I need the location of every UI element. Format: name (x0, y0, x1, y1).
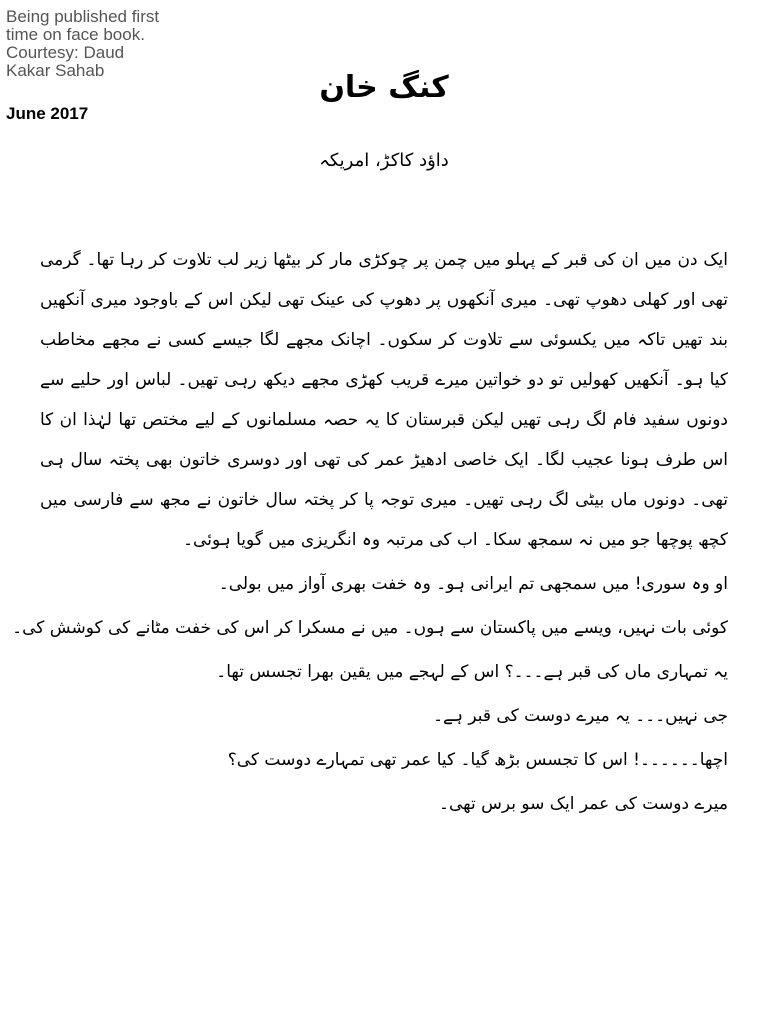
dialogue-line: اچھا۔۔۔۔۔۔! اس کا تجسس بڑھ گیا۔ کیا عمر تھی تمہارے دوست کی؟ (227, 750, 728, 770)
dialogue-line: جی نہیں۔۔۔ یہ میرے دوست کی قبر ہے۔ (433, 706, 728, 726)
publication-note-line: Kakar Sahab (6, 61, 105, 80)
dialogue-line: کوئی بات نہیں، ویسے میں پاکستان سے ہوں۔ میں نے مسکرا کر اس کی خفت مٹانے کی کوشش کی۔ (12, 618, 728, 638)
publication-note-line: time on face book. (6, 25, 145, 44)
publication-date: June 2017 (6, 104, 89, 123)
dialogue-line: یہ تمہاری ماں کی قبر ہے۔۔۔؟ اس کے لہجے میں یقین بھرا تجسس تھا۔ (216, 662, 728, 682)
publication-note-line: Being published first (6, 7, 160, 26)
story-author: داؤد کاکڑ، امریکہ (319, 150, 449, 171)
dialogue-line: میرے دوست کی عمر ایک سو برس تھی۔ (439, 794, 728, 814)
dialogue-line: او وہ سوری! میں سمجھی تم ایرانی ہو۔ وہ خفت بھری آواز میں بولی۔ (218, 574, 728, 594)
story-body (12, 240, 728, 824)
publication-note-line: Courtesy: Daud (6, 43, 125, 62)
story-title: کنگ خان (319, 70, 449, 105)
story-paragraph: ایک دن میں ان کی قبر کے پہلو میں چمن پر چوکڑی مار کر بیٹھا زیر لب تلاوت کر رہا تھا۔ گرمی تھی اور کھلی دھوپ تھی۔ میری آنکھوں پر دھوپ کی عینک تھی لیکن اس کے باوجود میری آنکھیں بند تھیں تاکہ میں یکسوئی سے تلاوت کر سکوں۔ اچانک مجھے لگا جیسے کسی نے مجھے مخاطب کیا ہو۔ آنکھیں کھولیں تو دو خواتین میرے قریب کھڑی مجھے دیکھ رہی تھیں۔ لباس اور حلیے سے دونوں سفید فام لگ رہی تھیں لیکن قبرستان کا یہ حصہ مسلمانوں کے لیے مختص تھا لہٰذا ان کا اس طرف ہونا عجیب لگا۔ ایک خاصی ادھیڑ عمر کی تھی اور دوسری خاتون بھی پختہ سال ہی تھی۔ دونوں ماں بیٹی لگ رہی تھیں۔ میری توجہ پا کر پختہ سال خاتون نے مجھ سے فارسی میں کچھ پوچھا جو میں نہ سمجھ سکا۔ اب کی مرتبہ وہ انگریزی میں گویا ہوئی۔ (40, 250, 728, 550)
